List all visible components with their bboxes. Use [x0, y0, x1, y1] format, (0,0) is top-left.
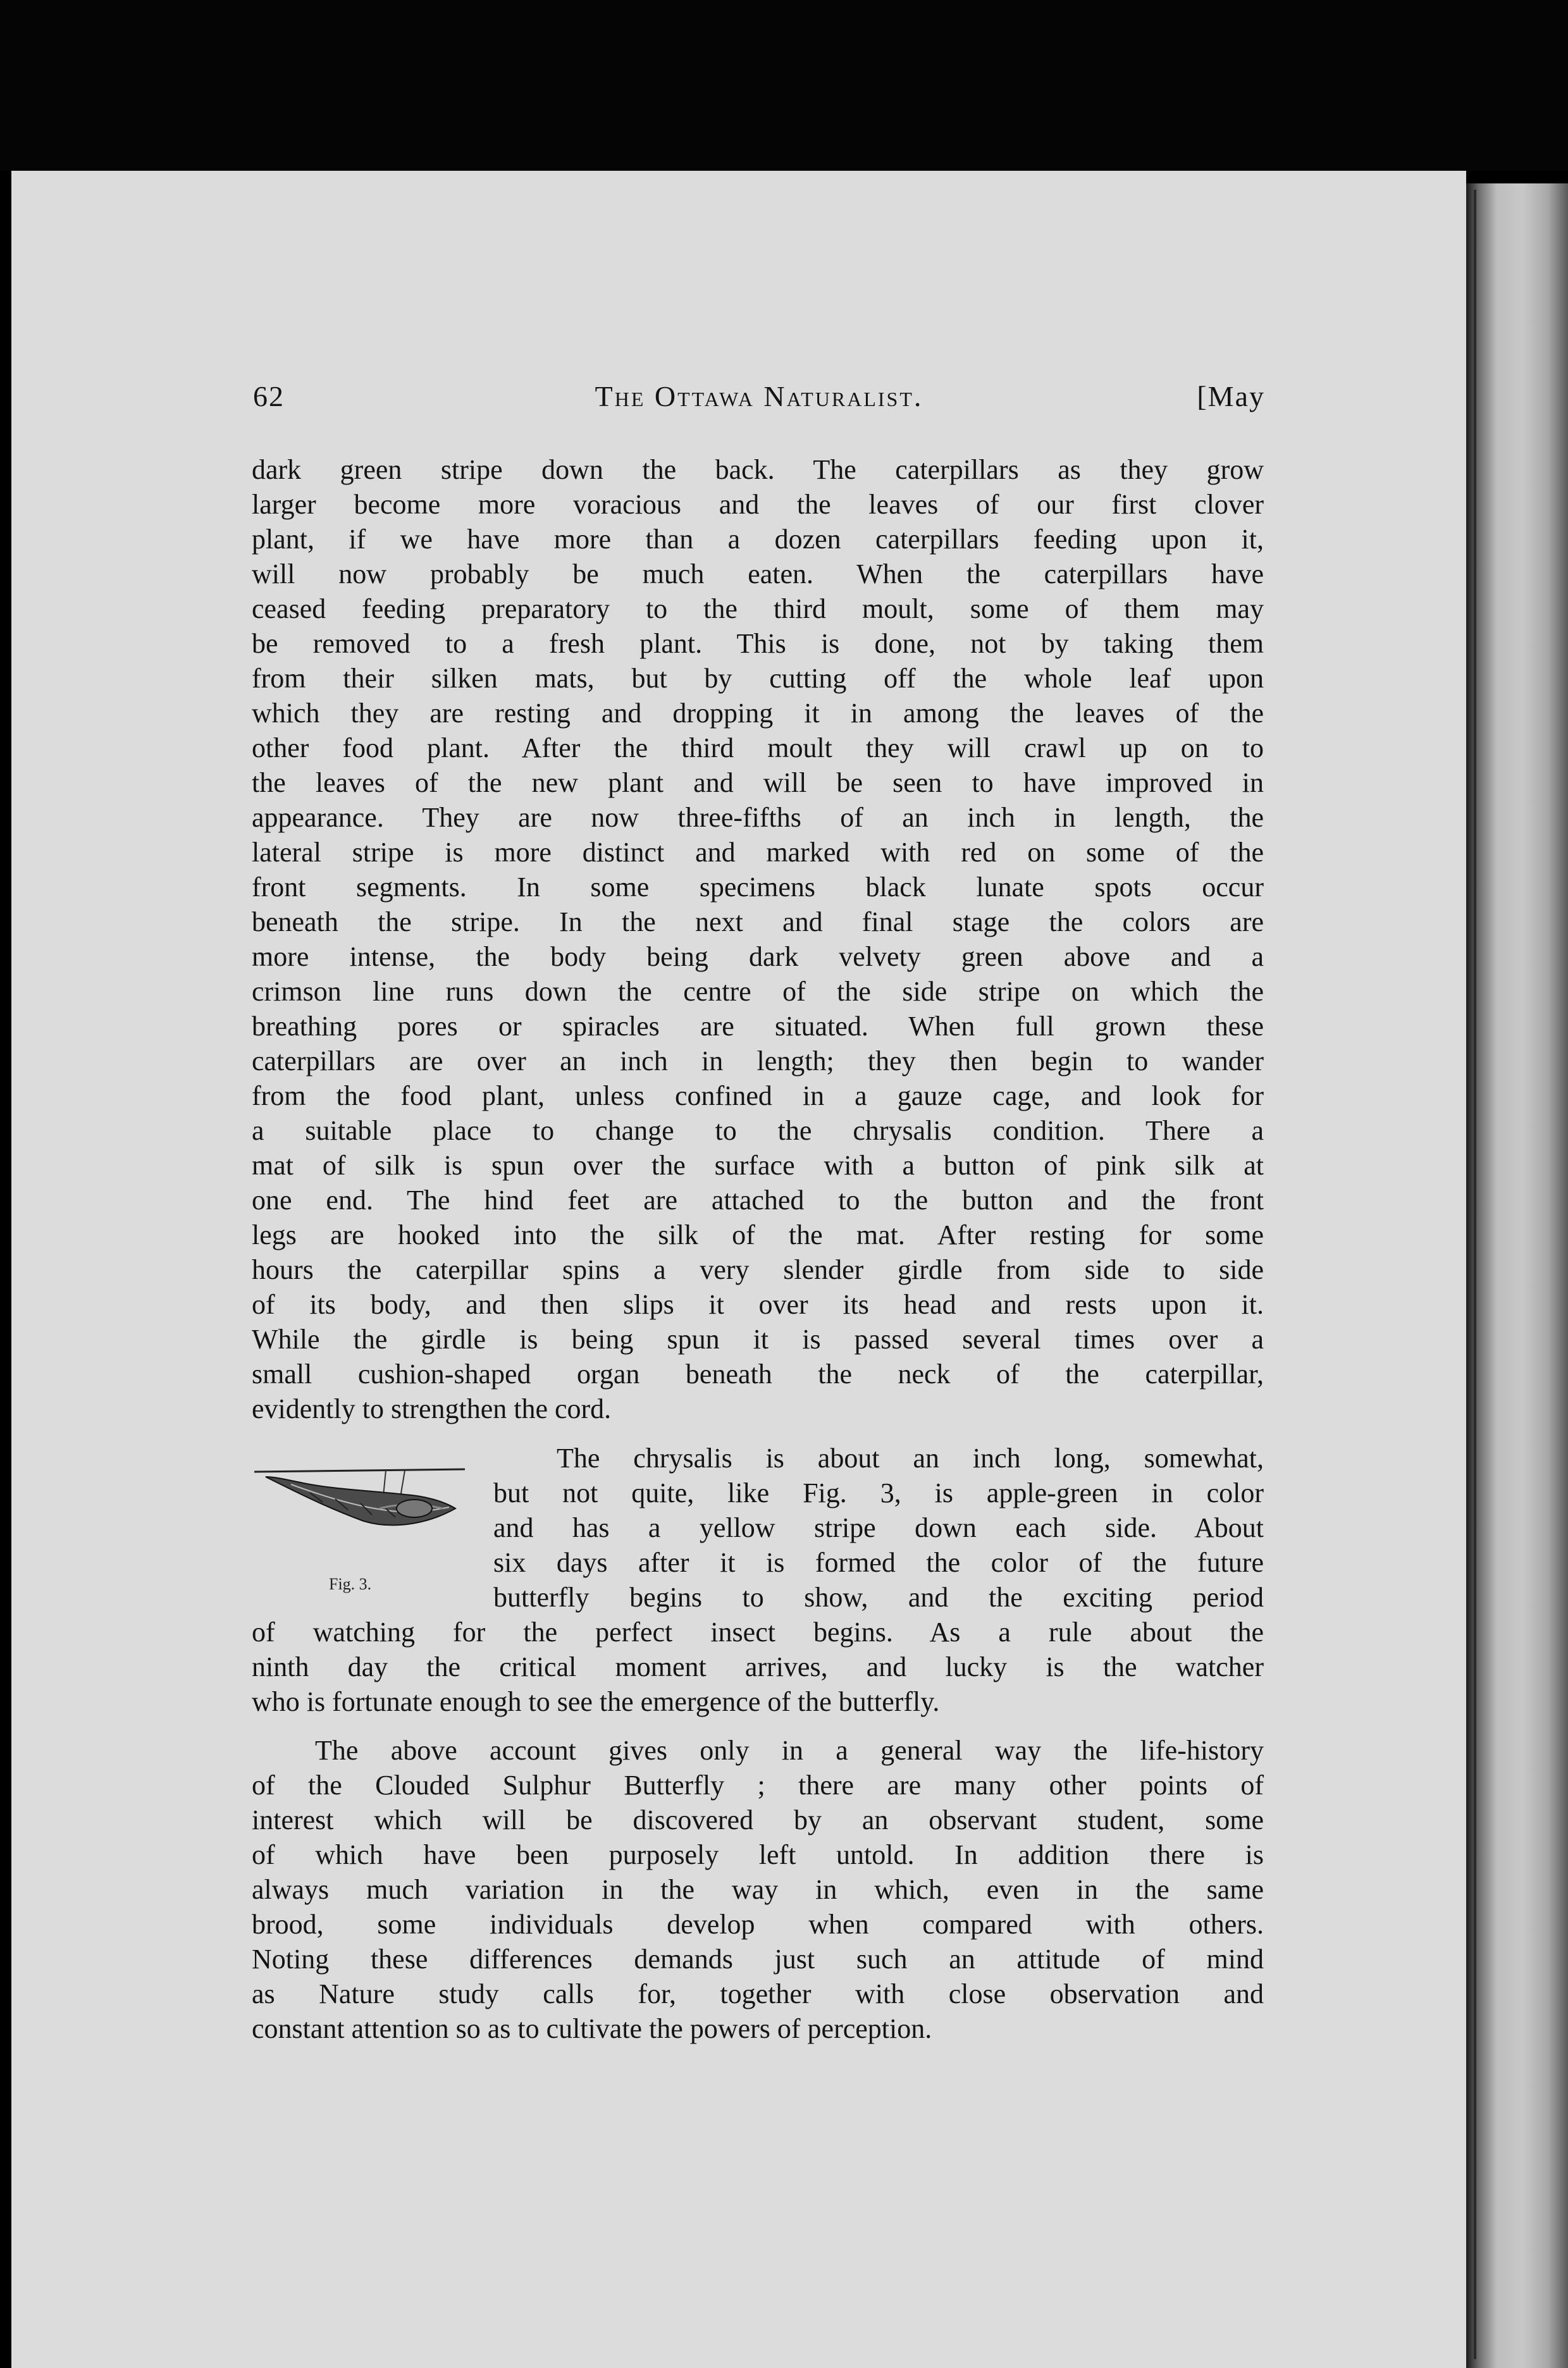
text-line: interest which will be discovered by an observant student, some: [252, 1804, 1264, 1835]
text-line: larger become more voracious and the leaves of our first clover: [252, 489, 1264, 520]
text-line: of watching for the perfect insect begins. As a rule about the: [252, 1617, 1264, 1648]
text-line: front segments. In some specimens black lunate spots occur: [252, 872, 1264, 903]
text-line: six days after it is formed the color of the future: [493, 1547, 1264, 1578]
text-line: and has a yellow stripe down each side. About: [493, 1512, 1264, 1543]
chrysalis-illustration-icon: [253, 1464, 481, 1591]
text-line: a suitable place to change to the chrysalis condition. There a: [252, 1115, 1264, 1146]
text-line: ceased feeding preparatory to the third moult, some of them may: [252, 593, 1264, 624]
text-line: of which have been purposely left untold. In addition there is: [252, 1839, 1264, 1870]
text-line: dark green stripe down the back. The caterpillars as they grow: [252, 454, 1264, 485]
text-line: legs are hooked into the silk of the mat. After resting for some: [252, 1219, 1264, 1250]
text-line: While the girdle is being spun it is passed several times over a: [252, 1324, 1264, 1355]
text-line: be removed to a fresh plant. This is done, not by taking them: [252, 628, 1264, 659]
text-line: lateral stripe is more distinct and marked with red on some of the: [252, 837, 1264, 868]
text-line: from their silken mats, but by cutting off the whole leaf upon: [252, 663, 1264, 694]
text-line: which they are resting and dropping it in among the leaves of the: [252, 698, 1264, 729]
text-line: other food plant. After the third moult they will crawl up on to: [252, 732, 1264, 763]
text-line: as Nature study calls for, together with close observation and: [252, 1978, 1264, 2009]
text-line: constant attention so as to cultivate the powers of perception.: [252, 2013, 932, 2044]
text-line: breathing pores or spiracles are situated. When full grown these: [252, 1011, 1264, 1042]
scanner-background-top: [0, 0, 1568, 171]
text-line: will now probably be much eaten. When the caterpillars have: [252, 558, 1264, 589]
paragraph-1: [252, 452, 1264, 1426]
page-number: 62: [253, 380, 285, 412]
adjacent-page-edge: [1466, 183, 1568, 2368]
text-line: plant, if we have more than a dozen caterpillars feeding upon it,: [252, 524, 1264, 555]
running-title: The Ottawa Naturalist.: [595, 380, 923, 412]
text-line: The above account gives only in a general way the life-history: [315, 1735, 1264, 1766]
text-line: of its body, and then slips it over its head and rests upon it.: [252, 1289, 1264, 1320]
figure-caption: Fig. 3.: [329, 1575, 372, 1593]
text-line: always much variation in the way in which, even in the same: [252, 1874, 1264, 1905]
running-header: [253, 379, 1265, 417]
text-line: appearance. They are now three-fifths of an inch in length, the: [252, 802, 1264, 833]
text-line: of the Clouded Sulphur Butterfly ; there are many other points of: [252, 1770, 1264, 1801]
text-line: evidently to strengthen the cord.: [252, 1393, 612, 1424]
running-month: [May: [1197, 380, 1265, 412]
text-line: The chrysalis is about an inch long, somewhat,: [557, 1443, 1264, 1474]
text-line: one end. The hind feet are attached to the button and the front: [252, 1185, 1264, 1216]
text-line: caterpillars are over an inch in length; they then begin to wander: [252, 1045, 1264, 1076]
text-line: more intense, the body being dark velvety green above and a: [252, 941, 1264, 972]
paragraph-2-wrapped: [493, 1441, 1264, 1615]
text-line: ninth day the critical moment arrives, and lucky is the watcher: [252, 1651, 1264, 1682]
text-line: the leaves of the new plant and will be seen to have improved in: [252, 767, 1264, 798]
text-line: who is fortunate enough to see the emergence of the butterfly.: [252, 1686, 940, 1717]
page-edge-shadow: [1474, 190, 1476, 2359]
text-line: crimson line runs down the centre of the side stripe on which the: [252, 976, 1264, 1007]
text-line: butterfly begins to show, and the exciting period: [493, 1582, 1264, 1613]
text-line: but not quite, like Fig. 3, is apple-green in color: [493, 1477, 1264, 1508]
text-line: brood, some individuals develop when compared with others.: [252, 1909, 1264, 1940]
text-line: hours the caterpillar spins a very slender girdle from side to side: [252, 1254, 1264, 1285]
text-line: Noting these differences demands just such an attitude of mind: [252, 1944, 1264, 1975]
text-line: from the food plant, unless confined in a gauze cage, and look for: [252, 1080, 1264, 1111]
text-line: small cushion-shaped organ beneath the neck of the caterpillar,: [252, 1359, 1264, 1390]
text-line: mat of silk is spun over the surface with a button of pink silk at: [252, 1150, 1264, 1181]
text-line: beneath the stripe. In the next and final stage the colors are: [252, 906, 1264, 937]
paragraph-3: [252, 1733, 1264, 2046]
paragraph-2-continued: [252, 1615, 1264, 1719]
